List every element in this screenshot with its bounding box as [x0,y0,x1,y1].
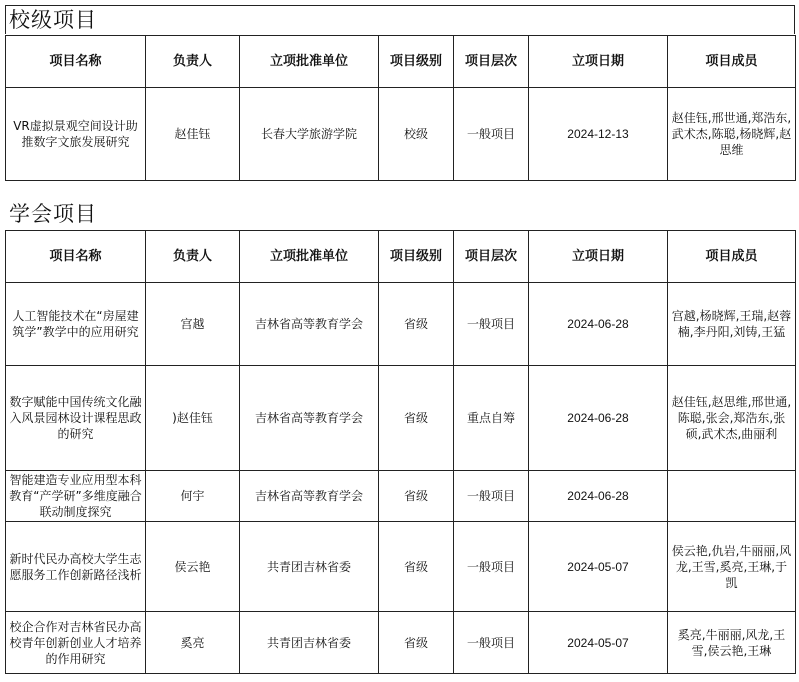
cell-leader: 何宇 [146,471,240,522]
header-members: 项目成员 [668,36,796,88]
cell-members: 宫越,杨晓辉,王瑞,赵蓉楠,李丹阳,刘铸,王猛 [668,283,796,366]
right-frame-line [794,5,795,34]
top-frame-line [5,5,795,6]
cell-level: 省级 [379,366,454,471]
section-title-society: 学会项目 [9,202,97,226]
cell-members: 赵佳钰,邢世通,郑浩东,武术杰,陈聪,杨晓辉,赵思维 [668,88,796,181]
cell-tier: 一般项目 [454,88,529,181]
cell-tier: 一般项目 [454,522,529,612]
header-date: 立项日期 [529,36,668,88]
header-name: 项目名称 [6,36,146,88]
header-level: 项目级别 [379,36,454,88]
cell-name: 校企合作对吉林省民办高校青年创新创业人才培养的作用研究 [6,612,146,674]
header-level: 项目级别 [379,231,454,283]
cell-leader: 赵佳钰 [146,88,240,181]
header-tier: 项目层次 [454,231,529,283]
table-row [6,366,796,471]
cell-level: 省级 [379,522,454,612]
table-row [6,471,796,522]
society-projects-table [5,230,796,674]
cell-name: 智能建造专业应用型本科教育“产学研”多维度融合联动制度探究 [6,471,146,522]
cell-date: 2024-06-28 [529,471,668,522]
cell-name: 数字赋能中国传统文化融入风景园林设计课程思政的研究 [6,366,146,471]
cell-date: 2024-06-28 [529,366,668,471]
left-frame-line [5,5,6,34]
school-projects-table [5,35,796,181]
cell-level: 省级 [379,612,454,674]
cell-name: 新时代民办高校大学生志愿服务工作创新路径浅析 [6,522,146,612]
header-members: 项目成员 [668,231,796,283]
cell-date: 2024-12-13 [529,88,668,181]
header-date: 立项日期 [529,231,668,283]
table-row [6,88,796,181]
cell-leader: 宫越 [146,283,240,366]
cell-date: 2024-06-28 [529,283,668,366]
cell-members: 奚亮,牛丽丽,风龙,王雪,侯云艳,王琳 [668,612,796,674]
cell-leader: )赵佳钰 [146,366,240,471]
cell-tier: 一般项目 [454,612,529,674]
cell-name: 人工智能技术在“房屋建筑学”教学中的应用研究 [6,283,146,366]
cell-members [668,471,796,522]
header-name: 项目名称 [6,231,146,283]
cell-unit: 吉林省高等教育学会 [240,366,379,471]
cell-unit: 吉林省高等教育学会 [240,471,379,522]
cell-name: VR虚拟景观空间设计助推数字文旅发展研究 [6,88,146,181]
table-row [6,612,796,674]
cell-tier: 一般项目 [454,283,529,366]
header-leader: 负责人 [146,36,240,88]
cell-level: 省级 [379,283,454,366]
cell-tier: 一般项目 [454,471,529,522]
table-row [6,283,796,366]
cell-unit: 共青团吉林省委 [240,522,379,612]
cell-level: 省级 [379,471,454,522]
header-unit: 立项批准单位 [240,36,379,88]
cell-unit: 共青团吉林省委 [240,612,379,674]
table-row [6,522,796,612]
cell-leader: 侯云艳 [146,522,240,612]
cell-date: 2024-05-07 [529,612,668,674]
section-title-school: 校级项目 [9,8,97,32]
table-header-row [6,36,796,88]
header-tier: 项目层次 [454,36,529,88]
header-leader: 负责人 [146,231,240,283]
cell-level: 校级 [379,88,454,181]
cell-unit: 吉林省高等教育学会 [240,283,379,366]
cell-date: 2024-05-07 [529,522,668,612]
cell-members: 赵佳钰,赵思维,邢世通,陈聪,张会,郑浩东,张硕,武术杰,曲丽利 [668,366,796,471]
table-header-row [6,231,796,283]
cell-leader: 奚亮 [146,612,240,674]
cell-members: 侯云艳,仇岩,牛丽丽,风龙,王雪,奚亮,王琳,于凯 [668,522,796,612]
cell-unit: 长春大学旅游学院 [240,88,379,181]
header-unit: 立项批准单位 [240,231,379,283]
cell-tier: 重点自筹 [454,366,529,471]
